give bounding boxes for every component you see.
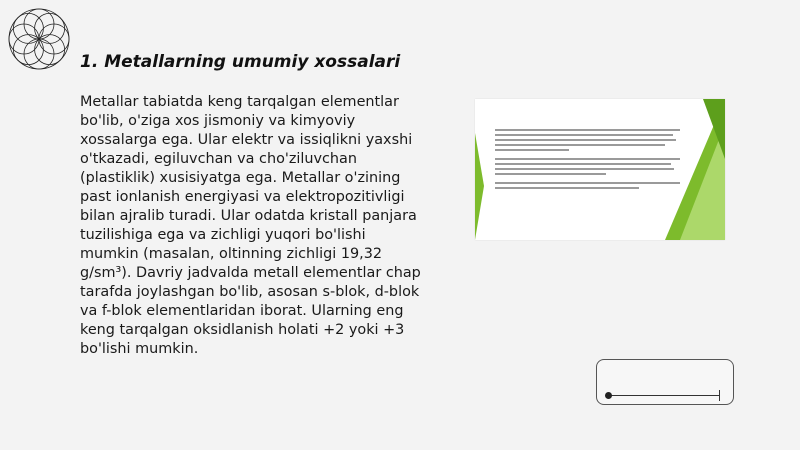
slide-thumbnail-image [475,99,725,240]
thumbnail-left-triangle [475,133,484,240]
media-control[interactable] [596,359,734,405]
seek-end-marker [719,390,720,401]
thumbnail-text-lines [495,129,680,192]
circle-pattern-icon [4,4,74,74]
slide-body-text: Metallar tabiatda keng tarqalgan elementlar bo'lib, o'ziga xos jismoniy va kimyoviy xossalarga ega. Ular elektr va issiqlikni yaxshi o'tkazadi, egiluvchan va cho'ziluvchan (plastiklik) xusisiyatga ega. Metallar o'zining past ionlanish energiyasi va elektropozitivligi bilan ajralib turadi. Ular odatda kristall panjara tuzilishiga ega va zichligi yuqori bo'lishi mumkin (masalan, oltinning zichligi 19,32 g/sm³). Davriy jadvalda metall elementlar chap tarafda joylashgan bo'lib, asosan s-blok, d-blok va f-blok elementlaridan iborat. Ularning eng keng tarqalgan oksidlanish holati +2 yoki +3 bo'lishi mumkin. [80,94,421,357]
seek-handle[interactable] [605,392,612,399]
slide-title: 1. Metallarning umumiy xossalari [80,52,401,72]
seek-track[interactable] [609,395,720,396]
